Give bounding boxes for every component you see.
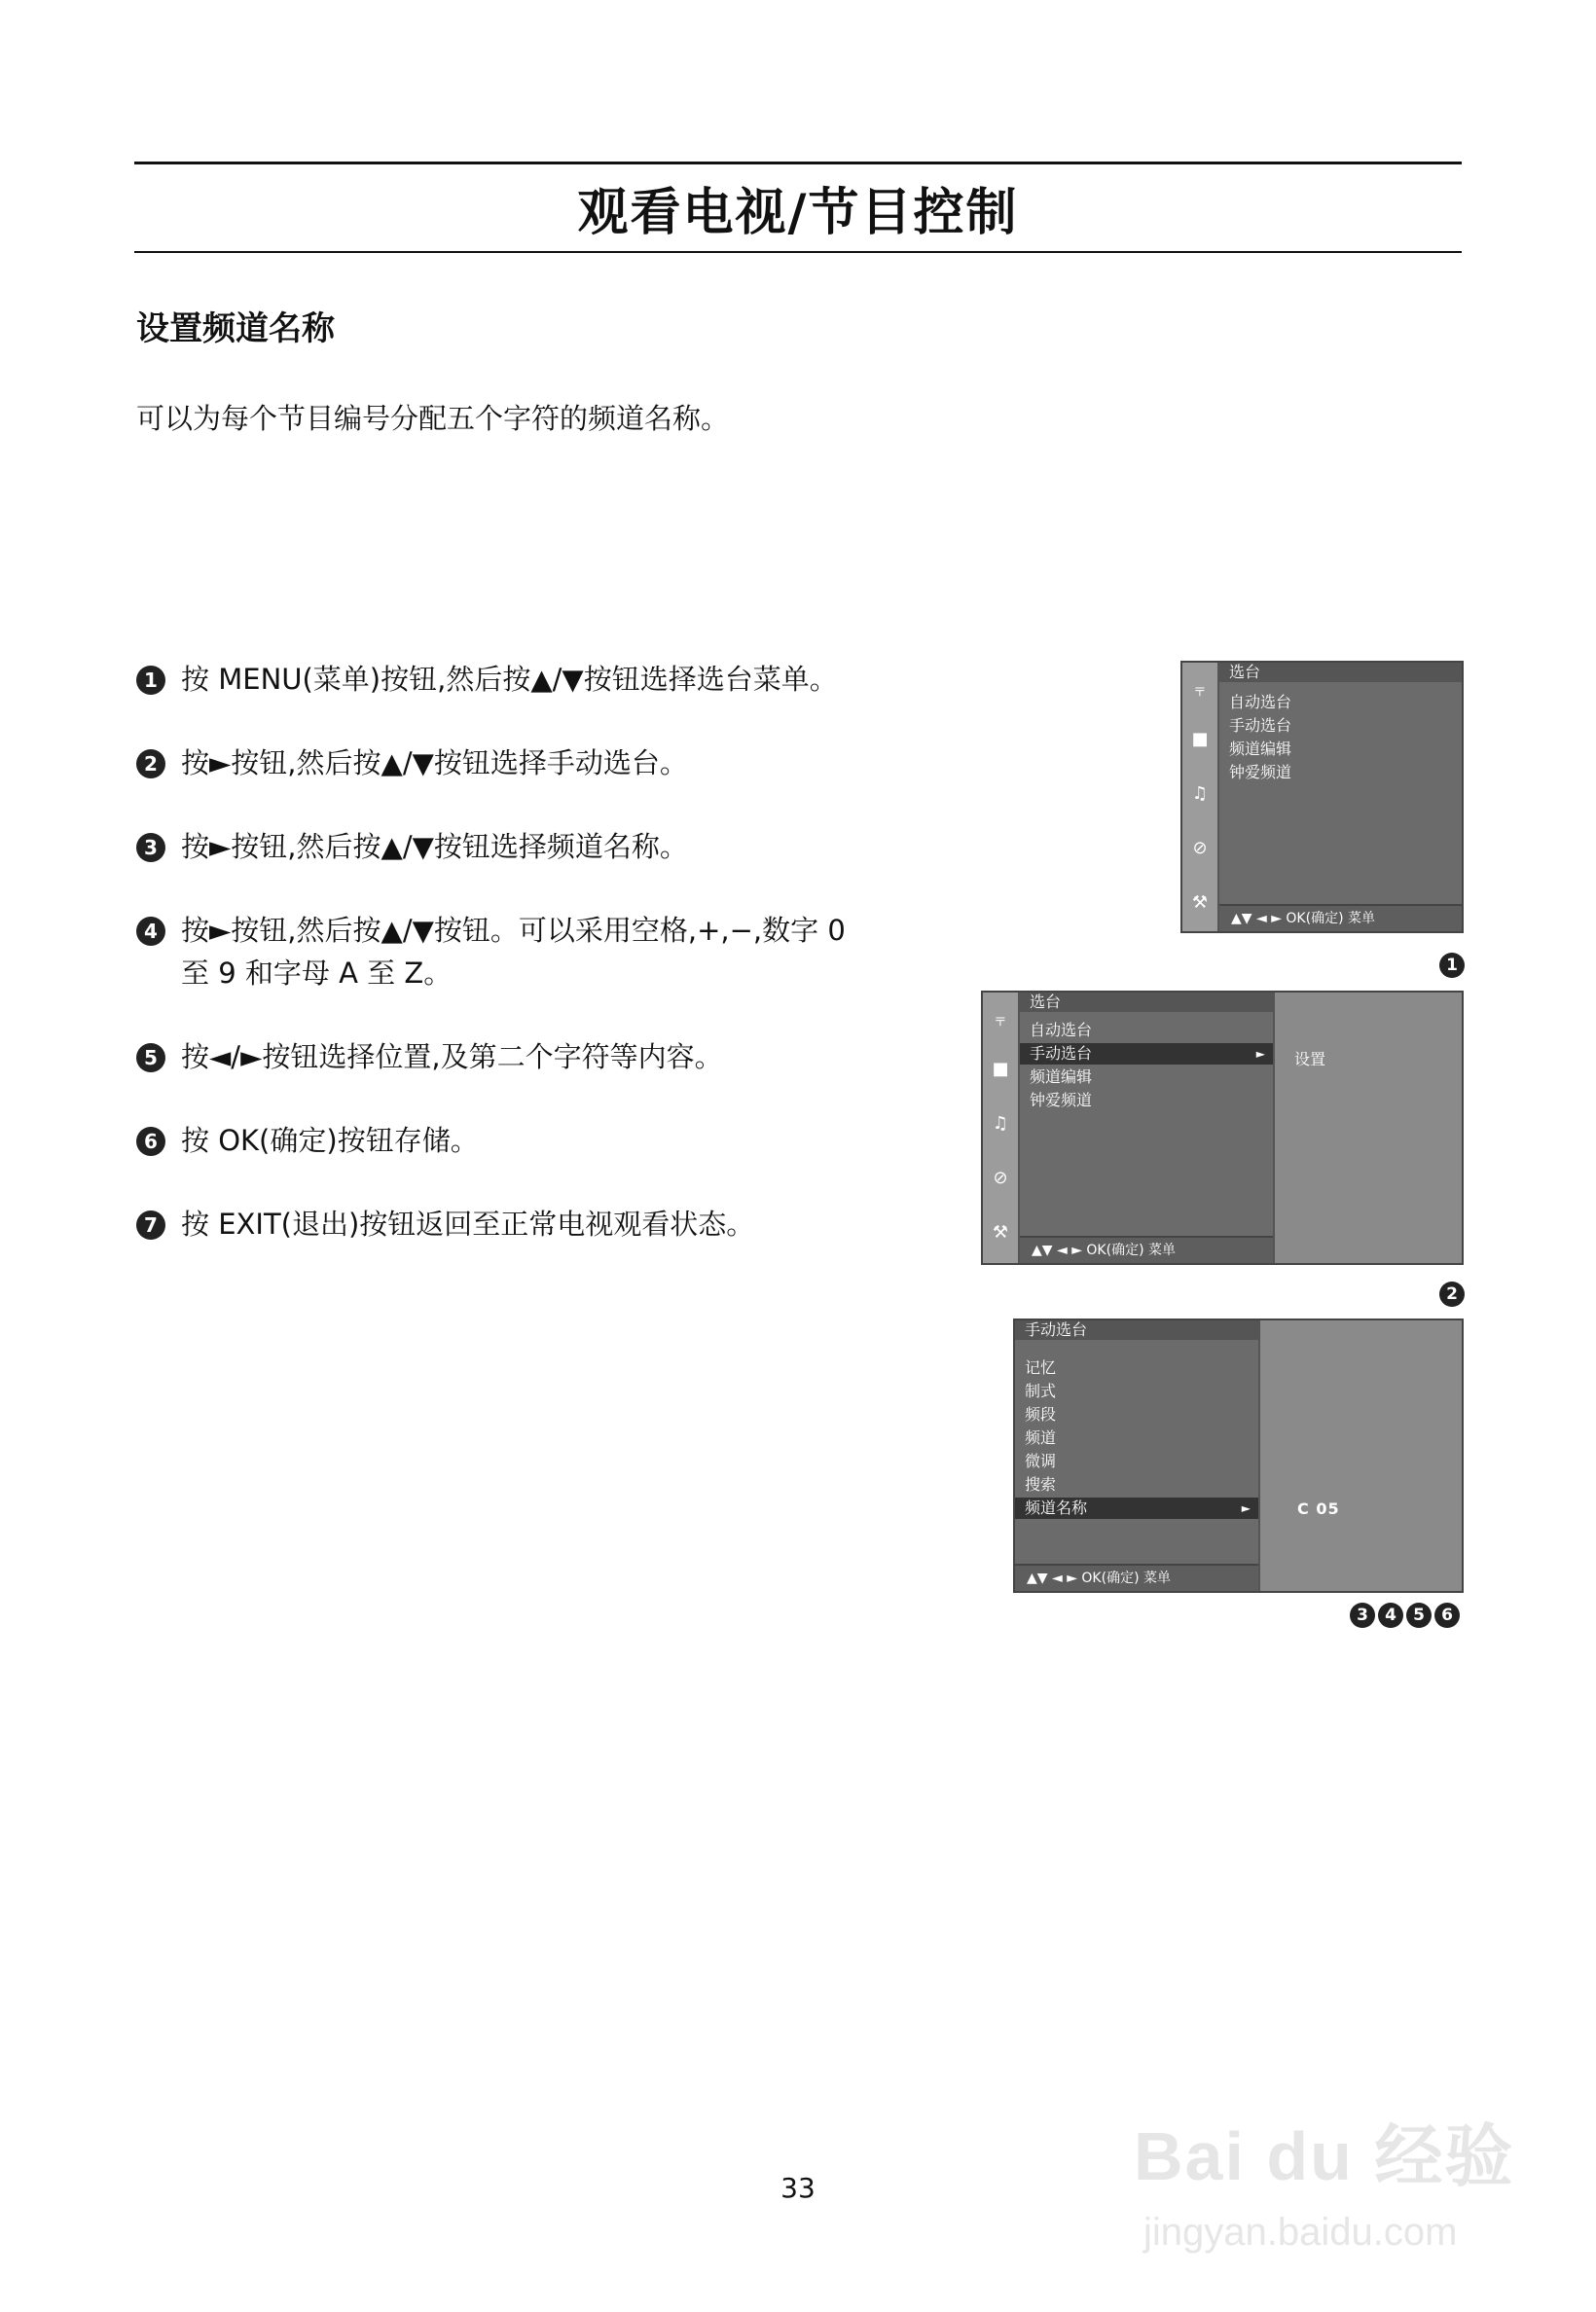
menu-item[interactable]: 制式: [1025, 1382, 1057, 1400]
step-number: 1: [136, 666, 165, 695]
submenu-arrow-icon: ►: [1241, 1501, 1251, 1515]
step-text: 按 EXIT(退出)按钮返回至正常电视观看状态。: [181, 1208, 755, 1241]
menu-item[interactable]: 频段: [1025, 1405, 1057, 1424]
menu-item-selected[interactable]: [1015, 1498, 1258, 1519]
step-number: 2: [136, 749, 165, 778]
settings-icon: ⚒: [992, 1222, 1009, 1243]
osd-screen-2: [981, 991, 1464, 1265]
antenna-icon: ⫧: [1194, 680, 1206, 701]
caption-badge: 1: [1439, 953, 1465, 978]
title-bottom-rule: [134, 251, 1462, 253]
step-2: [136, 741, 973, 784]
menu-icon-column: [1182, 663, 1219, 931]
menu-header: 选台: [1020, 993, 1273, 1012]
menu-item[interactable]: 频道: [1025, 1428, 1057, 1447]
step-5: [136, 1035, 973, 1078]
title-top-rule: [134, 162, 1462, 164]
antenna-icon: ⫧: [995, 1010, 1006, 1030]
time-icon: ⊘: [1192, 838, 1208, 858]
menu-item-label: 手动选台: [1030, 1044, 1093, 1063]
sound-icon: ♫: [1191, 783, 1209, 804]
caption-badge: 4: [1378, 1603, 1403, 1628]
caption-badge: 5: [1406, 1603, 1432, 1628]
step-6: [136, 1119, 973, 1162]
menu-footer: ▲▼ ◄ ► OK(确定) 菜单: [1219, 904, 1462, 931]
step-3: [136, 825, 973, 868]
menu-item-selected[interactable]: [1020, 1043, 1273, 1065]
watermark-url: jingyan.baidu.com: [1143, 2211, 1458, 2254]
step-text: 按◄/►按钮选择位置,及第二个字符等内容。: [181, 1040, 723, 1073]
menu-panel: [1219, 663, 1462, 931]
section-heading: 设置频道名称: [136, 309, 335, 348]
menu-item[interactable]: 微调: [1025, 1452, 1057, 1470]
step-text-continued: 至 9 和字母 A 至 Z。: [181, 957, 453, 990]
menu-item[interactable]: 钟爱频道: [1229, 763, 1292, 781]
step-text: 按 OK(确定)按钮存储。: [181, 1124, 479, 1157]
menu-panel: [1015, 1320, 1258, 1591]
step-text: 按 MENU(菜单)按钮,然后按▲/▼按钮选择选台菜单。: [181, 663, 838, 696]
value-panel: [1258, 1320, 1462, 1591]
menu-item[interactable]: 钟爱频道: [1030, 1091, 1093, 1109]
page-title: 观看电视/节目控制: [577, 184, 1019, 242]
picture-icon: ■: [1191, 729, 1209, 749]
menu-item[interactable]: 频道编辑: [1030, 1067, 1093, 1086]
page-number: 33: [780, 2172, 816, 2204]
submenu-panel: [1273, 993, 1462, 1263]
step-number: 7: [136, 1210, 165, 1240]
watermark-logo: Bai du 经验: [1134, 2118, 1515, 2194]
step-text: 按►按钮,然后按▲/▼按钮选择频道名称。: [181, 830, 688, 863]
caption-badge: 2: [1439, 1282, 1465, 1307]
osd-screen-1: [1180, 661, 1464, 933]
step-number: 3: [136, 833, 165, 862]
menu-item[interactable]: 记忆: [1025, 1358, 1057, 1377]
menu-icon-column: [983, 993, 1020, 1263]
watermark: [1134, 2102, 1523, 2277]
menu-panel: [1020, 993, 1273, 1263]
menu-item[interactable]: 自动选台: [1030, 1021, 1093, 1039]
menu-item-label: 频道名称: [1025, 1499, 1088, 1517]
time-icon: ⊘: [993, 1168, 1008, 1188]
step-number: 6: [136, 1127, 165, 1156]
caption-badge: 6: [1434, 1603, 1460, 1628]
menu-footer: ▲▼ ◄ ► OK(确定) 菜单: [1015, 1564, 1258, 1591]
submenu-arrow-icon: ►: [1255, 1047, 1265, 1061]
menu-item[interactable]: 搜索: [1025, 1475, 1057, 1494]
sound-icon: ♫: [992, 1113, 1009, 1134]
menu-header: 选台: [1219, 663, 1462, 682]
menu-footer: ▲▼ ◄ ► OK(确定) 菜单: [1020, 1236, 1273, 1263]
step-1: [136, 658, 973, 701]
figure-caption-1: [1436, 952, 1465, 978]
figure-caption-2: [1436, 1281, 1465, 1307]
step-text: 按►按钮,然后按▲/▼按钮。可以采用空格,+,−,数字 0: [181, 914, 846, 947]
submenu-label[interactable]: 设置: [1294, 1050, 1326, 1068]
step-7: [136, 1203, 973, 1246]
osd-screen-3: [1013, 1319, 1464, 1593]
settings-icon: ⚒: [1191, 892, 1209, 913]
step-text: 按►按钮,然后按▲/▼按钮选择手动选台。: [181, 746, 688, 779]
picture-icon: ■: [992, 1059, 1009, 1079]
step-4: [136, 909, 973, 994]
menu-item[interactable]: 频道编辑: [1229, 740, 1292, 758]
figure-caption-3456: [1347, 1602, 1460, 1628]
intro-text: 可以为每个节目编号分配五个字符的频道名称。: [136, 402, 730, 435]
menu-item[interactable]: 自动选台: [1229, 693, 1292, 711]
menu-header: 手动选台: [1015, 1320, 1258, 1340]
step-number: 4: [136, 917, 165, 946]
channel-name-value[interactable]: C 05: [1297, 1499, 1340, 1518]
menu-item[interactable]: 手动选台: [1229, 716, 1292, 735]
caption-badge: 3: [1350, 1603, 1375, 1628]
step-number: 5: [136, 1043, 165, 1072]
